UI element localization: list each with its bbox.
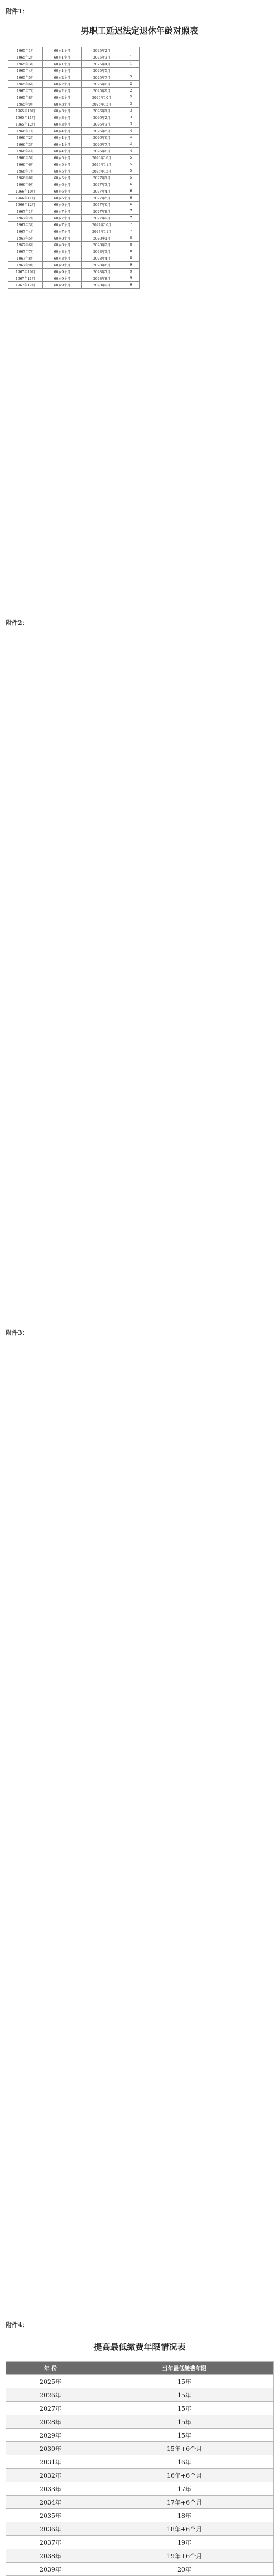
table-cell: 18年+6个月 [95, 2522, 274, 2536]
table-cell: 15年 [95, 2402, 274, 2415]
column-header: 当年最低缴费年限 [95, 2362, 274, 2375]
table-cell: 1967年3月 [8, 222, 43, 228]
table-cell: 2028年 [6, 2415, 95, 2429]
table-cell: 2028年3月 [82, 248, 122, 255]
table-cell: 2025年2月 [82, 47, 122, 54]
table-cell: 3 [122, 101, 140, 108]
table-cell: 5 [122, 161, 140, 168]
table-row [8, 248, 140, 255]
table-cell: 60岁7个月 [43, 208, 82, 215]
table-cell: 2025年9月 [82, 88, 122, 94]
table-cell: 60岁6个月 [43, 202, 82, 208]
retirement-age-table [8, 47, 140, 289]
table-cell: 60岁3个月 [43, 101, 82, 108]
table-cell: 60岁3个月 [43, 121, 82, 128]
table-row [8, 81, 140, 88]
table-cell: 1966年7月 [8, 168, 43, 175]
table-row [8, 262, 140, 269]
table-cell: 2027年9月 [82, 215, 122, 222]
table-cell: 1965年6月 [8, 81, 43, 88]
table-cell: 15年+6个月 [95, 2442, 274, 2455]
table-cell: 16年+6个月 [95, 2469, 274, 2482]
table-cell: 60岁4个月 [43, 148, 82, 155]
table-row [8, 47, 140, 54]
table-row [8, 141, 140, 148]
table-cell: 2026年11月 [82, 161, 122, 168]
table-cell: 4 [122, 148, 140, 155]
table-cell: 60岁9个月 [43, 262, 82, 269]
table-cell: 1965年12月 [8, 121, 43, 128]
table-row [8, 181, 140, 188]
table-cell: 19年 [95, 2536, 274, 2549]
table-cell: 2033年 [6, 2482, 95, 2496]
table-cell: 2025年10月 [82, 94, 122, 101]
table-row [8, 135, 140, 141]
table-cell: 18年 [95, 2509, 274, 2522]
table-cell: 7 [122, 215, 140, 222]
table-cell: 60岁6个月 [43, 188, 82, 195]
table-cell: 3 [122, 114, 140, 121]
table-cell: 1965年5月 [8, 74, 43, 81]
table-cell: 2027年 [6, 2402, 95, 2415]
table-cell: 60岁3个月 [43, 108, 82, 114]
table-cell: 60岁9个月 [43, 269, 82, 275]
table-row [6, 2549, 274, 2563]
table-cell: 17年+6个月 [95, 2496, 274, 2509]
table-cell: 8 [122, 248, 140, 255]
table-cell: 6 [122, 202, 140, 208]
table-cell: 60岁2个月 [43, 81, 82, 88]
attachment-label: 附件4： [6, 2321, 28, 2329]
table-cell: 9 [122, 269, 140, 275]
table-cell: 2 [122, 94, 140, 101]
table-row [8, 128, 140, 135]
table-cell: 1 [122, 54, 140, 61]
table-cell: 2036年 [6, 2522, 95, 2536]
table-cell: 60岁2个月 [43, 74, 82, 81]
table-row [8, 228, 140, 235]
table-cell: 9 [122, 282, 140, 289]
table-cell: 60岁1个月 [43, 47, 82, 54]
table-cell: 3 [122, 121, 140, 128]
table-cell: 1965年8月 [8, 94, 43, 101]
attachment-label: 附件2： [6, 619, 28, 627]
table-cell: 60岁3个月 [43, 114, 82, 121]
table-cell: 1965年11月 [8, 114, 43, 121]
table-cell: 60岁8个月 [43, 248, 82, 255]
table-cell: 2034年 [6, 2496, 95, 2509]
table-cell: 2028年7月 [82, 269, 122, 275]
table-cell: 60岁1个月 [43, 54, 82, 61]
table-cell: 2028年2月 [82, 242, 122, 248]
table-row [8, 114, 140, 121]
table-cell: 2025年 [6, 2375, 95, 2388]
table-cell: 60岁5个月 [43, 175, 82, 181]
table-row [8, 161, 140, 168]
table-cell: 60岁5个月 [43, 168, 82, 175]
table-cell: 60岁1个月 [43, 68, 82, 74]
table-cell: 8 [122, 242, 140, 248]
attachment-label: 附件1： [6, 8, 28, 15]
table-cell: 2 [122, 74, 140, 81]
table-row [6, 2496, 274, 2509]
table-cell: 2035年 [6, 2509, 95, 2522]
table-cell: 3 [122, 108, 140, 114]
table-cell: 5 [122, 175, 140, 181]
table-cell: 60岁4个月 [43, 128, 82, 135]
table-cell: 2037年 [6, 2536, 95, 2549]
table-cell: 1965年9月 [8, 101, 43, 108]
table-cell: 2031年 [6, 2455, 95, 2469]
table-cell: 1967年11月 [8, 275, 43, 282]
min-contribution-table [6, 2361, 274, 2576]
table-row [6, 2536, 274, 2549]
table-row [8, 68, 140, 74]
table-cell: 6 [122, 181, 140, 188]
table-row [8, 188, 140, 195]
table-cell: 1967年10月 [8, 269, 43, 275]
table-cell: 60岁1个月 [43, 61, 82, 68]
table-row [8, 168, 140, 175]
table-cell: 2028年1月 [82, 235, 122, 242]
table-cell: 2026年6月 [82, 135, 122, 141]
table-row [8, 101, 140, 108]
table-cell: 2026年3月 [82, 121, 122, 128]
table-cell: 2026年8月 [82, 148, 122, 155]
table-row [8, 215, 140, 222]
table-cell: 1967年1月 [8, 208, 43, 215]
table-cell: 60岁7个月 [43, 222, 82, 228]
table-cell: 2 [122, 81, 140, 88]
table-cell: 1966年9月 [8, 181, 43, 188]
table-cell: 4 [122, 135, 140, 141]
table-row [8, 121, 140, 128]
table-row [8, 195, 140, 202]
table-cell: 1965年4月 [8, 68, 43, 74]
table-cell: 1965年10月 [8, 108, 43, 114]
table-cell: 15年 [95, 2388, 274, 2402]
table-row [8, 61, 140, 68]
table-cell: 6 [122, 195, 140, 202]
table-cell: 60岁6个月 [43, 195, 82, 202]
table-cell: 2028年8月 [82, 275, 122, 282]
table-cell: 2026年 [6, 2388, 95, 2402]
table-cell: 2027年6月 [82, 202, 122, 208]
table-cell: 2025年4月 [82, 61, 122, 68]
table-cell: 1 [122, 47, 140, 54]
table-row [8, 222, 140, 228]
table-cell: 2028年6月 [82, 262, 122, 269]
table-cell: 19年+6个月 [95, 2549, 274, 2563]
table-cell: 5 [122, 168, 140, 175]
table-cell: 2030年 [6, 2442, 95, 2455]
table-cell: 15年 [95, 2375, 274, 2388]
table-cell: 2025年5月 [82, 68, 122, 74]
table-cell: 1967年6月 [8, 242, 43, 248]
table-cell: 2027年11月 [82, 228, 122, 235]
table-cell: 2025年8月 [82, 81, 122, 88]
table-row [6, 2402, 274, 2415]
table-row [8, 155, 140, 161]
table-row [8, 88, 140, 94]
table-cell: 2038年 [6, 2549, 95, 2563]
table-cell: 1967年12月 [8, 282, 43, 289]
table-cell: 1 [122, 61, 140, 68]
table-cell: 60岁9个月 [43, 282, 82, 289]
table-cell: 1966年3月 [8, 141, 43, 148]
table-row [6, 2388, 274, 2402]
table-cell: 8 [122, 235, 140, 242]
table-cell: 7 [122, 208, 140, 215]
table-cell: 2025年7月 [82, 74, 122, 81]
table-row [6, 2563, 274, 2576]
table-row [6, 2442, 274, 2455]
table-cell: 17年 [95, 2482, 274, 2496]
table-row [8, 282, 140, 289]
table-cell: 60岁7个月 [43, 228, 82, 235]
table-cell: 16年 [95, 2455, 274, 2469]
table-cell: 60岁4个月 [43, 141, 82, 148]
table-cell: 1 [122, 68, 140, 74]
table-cell: 60岁2个月 [43, 94, 82, 101]
table-row [6, 2469, 274, 2482]
table-cell: 60岁9个月 [43, 275, 82, 282]
table-cell: 4 [122, 141, 140, 148]
table-cell: 1966年6月 [8, 161, 43, 168]
table-row [6, 2375, 274, 2388]
table-row [8, 275, 140, 282]
table-cell: 2027年1月 [82, 175, 122, 181]
table-cell: 2026年12月 [82, 168, 122, 175]
table-cell: 5 [122, 155, 140, 161]
table-cell: 7 [122, 228, 140, 235]
table-cell: 60岁7个月 [43, 215, 82, 222]
table-row [8, 255, 140, 262]
table-row [8, 54, 140, 61]
table-cell: 2027年8月 [82, 208, 122, 215]
table-cell: 2039年 [6, 2563, 95, 2576]
table-cell: 1966年1月 [8, 128, 43, 135]
table-cell: 60岁6个月 [43, 181, 82, 188]
table-row [8, 148, 140, 155]
table-cell: 1967年9月 [8, 262, 43, 269]
table-cell: 2026年7月 [82, 141, 122, 148]
table-cell: 1965年1月 [8, 47, 43, 54]
table-cell: 1967年7月 [8, 248, 43, 255]
table-cell: 1967年8月 [8, 255, 43, 262]
table-cell: 60岁5个月 [43, 161, 82, 168]
table-title: 提高最低缴费年限情况表 [93, 2342, 186, 2352]
table-cell: 2028年4月 [82, 255, 122, 262]
table-cell: 1966年12月 [8, 202, 43, 208]
table-row [6, 2482, 274, 2496]
table-cell: 1965年3月 [8, 61, 43, 68]
table-cell: 1967年5月 [8, 235, 43, 242]
table-row [6, 2429, 274, 2442]
table-row [6, 2415, 274, 2429]
table-cell: 2027年4月 [82, 188, 122, 195]
table-cell: 2028年9月 [82, 282, 122, 289]
table-row [8, 108, 140, 114]
table-cell: 1967年2月 [8, 215, 43, 222]
table-cell: 1966年2月 [8, 135, 43, 141]
table-row [8, 208, 140, 215]
table-row [8, 242, 140, 248]
table-cell: 9 [122, 262, 140, 269]
table-row [8, 74, 140, 81]
table-row [8, 235, 140, 242]
table-cell: 2 [122, 88, 140, 94]
table-row [6, 2522, 274, 2536]
table-cell: 2027年3月 [82, 181, 122, 188]
table-cell: 1966年11月 [8, 195, 43, 202]
table-cell: 1966年5月 [8, 155, 43, 161]
table-cell: 8 [122, 255, 140, 262]
table-cell: 2032年 [6, 2469, 95, 2482]
table-cell: 1967年4月 [8, 228, 43, 235]
table-row [8, 202, 140, 208]
table-cell: 1966年8月 [8, 175, 43, 181]
attachment-label: 附件3： [6, 1329, 28, 1336]
table-cell: 1965年7月 [8, 88, 43, 94]
table-cell: 2025年12月 [82, 101, 122, 108]
table-cell: 15年 [95, 2429, 274, 2442]
table-cell: 9 [122, 275, 140, 282]
table-row [8, 175, 140, 181]
table-cell: 2027年5月 [82, 195, 122, 202]
table-cell: 60岁4个月 [43, 135, 82, 141]
table-row [8, 269, 140, 275]
table-cell: 60岁8个月 [43, 242, 82, 248]
table-cell: 1966年4月 [8, 148, 43, 155]
table-cell: 20年 [95, 2563, 274, 2576]
table-cell: 2026年1月 [82, 108, 122, 114]
table-cell: 60岁2个月 [43, 88, 82, 94]
table-cell: 7 [122, 222, 140, 228]
table-row [6, 2455, 274, 2469]
table-cell: 4 [122, 128, 140, 135]
table-cell: 2029年 [6, 2429, 95, 2442]
table-row [8, 94, 140, 101]
table-cell: 15年 [95, 2415, 274, 2429]
table-cell: 60岁8个月 [43, 255, 82, 262]
table-cell: 2026年2月 [82, 114, 122, 121]
table-cell: 1966年10月 [8, 188, 43, 195]
table-cell: 6 [122, 188, 140, 195]
table-cell: 2025年3月 [82, 54, 122, 61]
column-header: 年 份 [6, 2362, 95, 2375]
table-title: 男职工延迟法定退休年龄对照表 [80, 26, 198, 36]
table-cell: 2026年5月 [82, 128, 122, 135]
table-cell: 60岁5个月 [43, 155, 82, 161]
table-cell: 1965年2月 [8, 54, 43, 61]
table-cell: 2027年10月 [82, 222, 122, 228]
table-row [6, 2509, 274, 2522]
table-cell: 60岁8个月 [43, 235, 82, 242]
table-cell: 2026年10月 [82, 155, 122, 161]
